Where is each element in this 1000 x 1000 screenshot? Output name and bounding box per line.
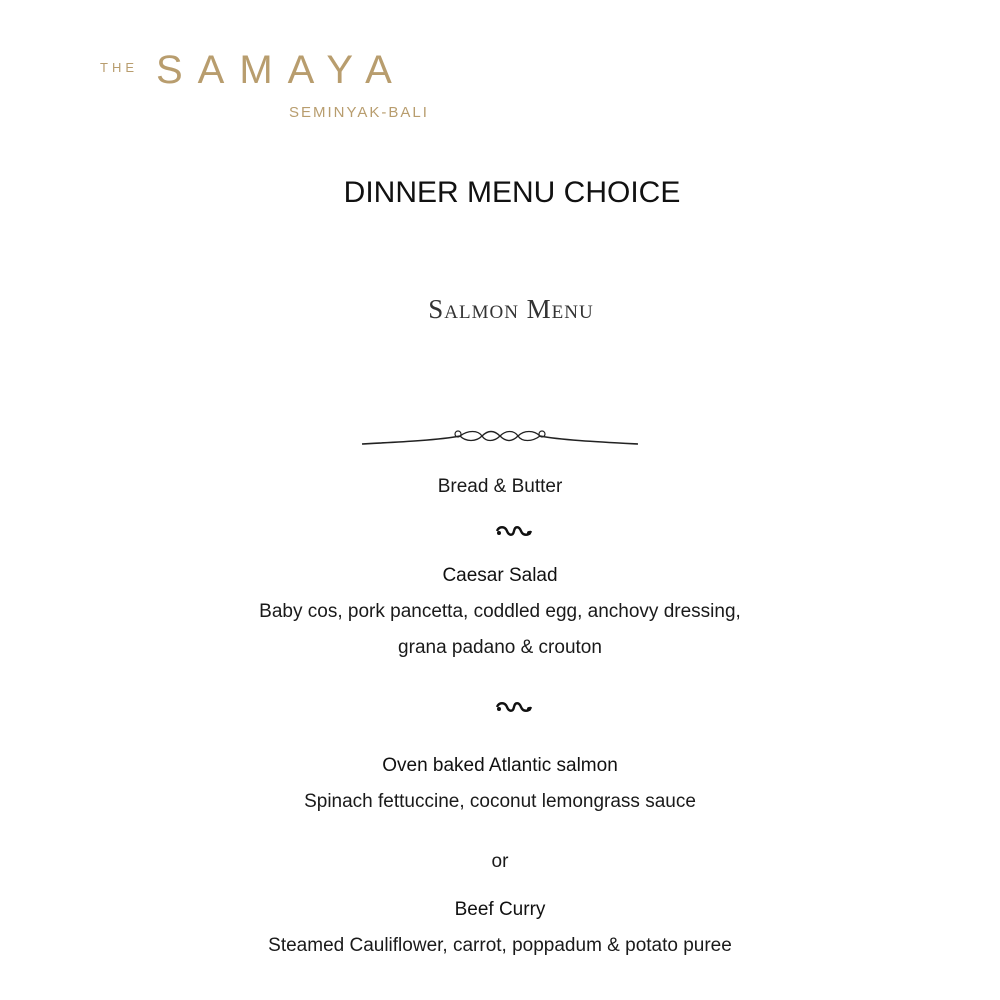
logo-location: SEMINYAK-BALI (289, 104, 429, 121)
caesar-salad-description-line1: Baby cos, pork pancetta, coddled egg, anchovy dressing, (259, 601, 741, 622)
beef-curry-title: Beef Curry (454, 899, 546, 920)
logo (100, 48, 460, 124)
or-separator: or (491, 851, 509, 872)
flourish-divider-icon (360, 424, 640, 454)
menu-name: Salmon Menu (428, 294, 594, 324)
page-title: DINNER MENU CHOICE (343, 176, 681, 209)
caesar-salad-description-line2: grana padano & crouton (398, 637, 602, 658)
bread-item: Bread & Butter (437, 476, 563, 497)
beef-curry-description: Steamed Cauliflower, carrot, poppadum & potato puree (268, 935, 732, 956)
salmon-dish-description: Spinach fettuccine, coconut lemongrass sauce (304, 791, 696, 812)
logo-the: THE (100, 60, 138, 75)
ornament-icon (493, 524, 535, 538)
salmon-dish-title: Oven baked Atlantic salmon (382, 755, 618, 776)
ornament-icon (493, 700, 535, 714)
logo-name: SAMAYA (156, 48, 407, 92)
caesar-salad-title: Caesar Salad (442, 565, 558, 586)
